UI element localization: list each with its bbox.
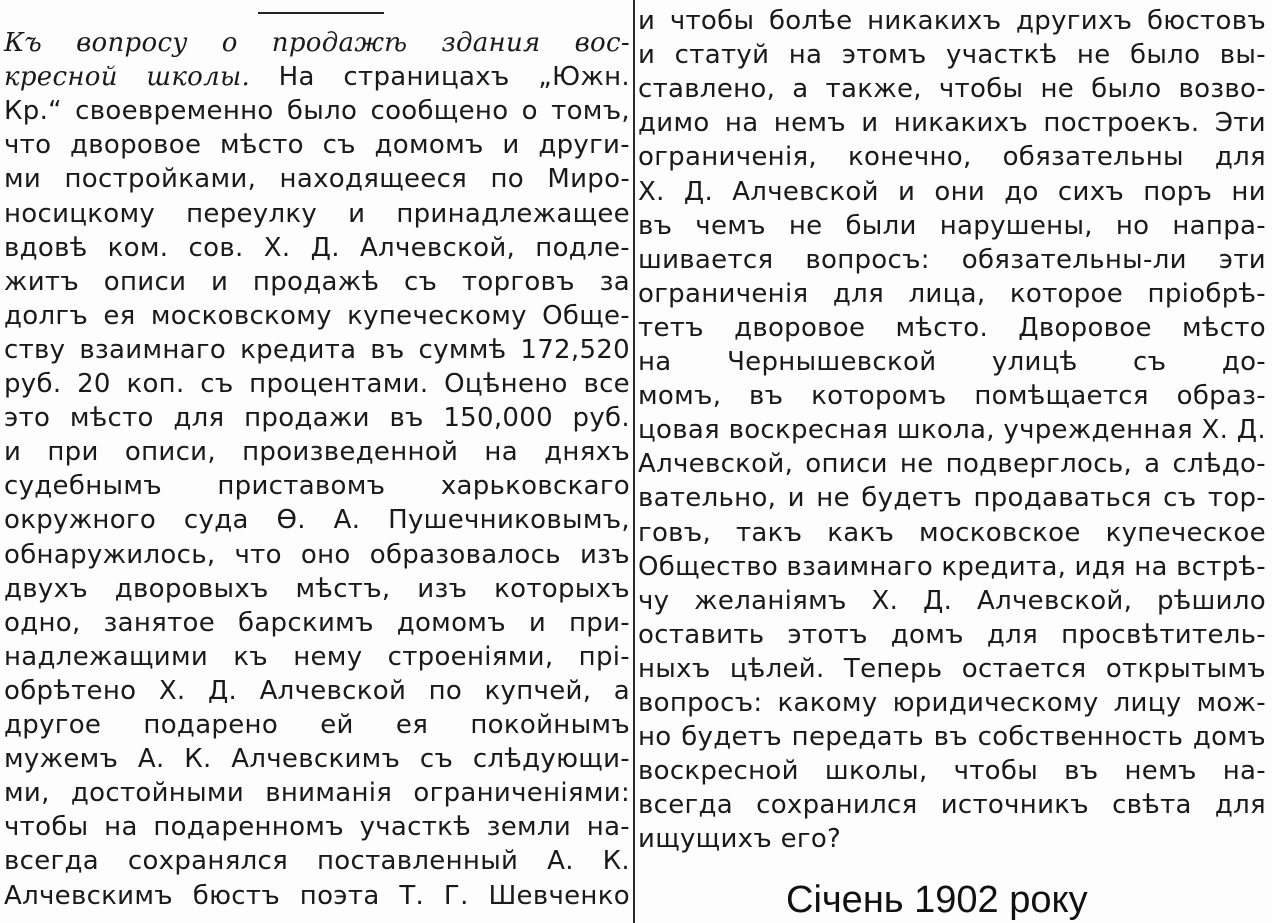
article-line: чу желаніямъ Х. Д. Алчевской, рѣшило <box>638 585 1266 616</box>
article-line: Х. Д. Алчевской и они до сихъ поръ ни <box>638 176 1266 207</box>
article-line: шивается вопросъ: обязательны-ли эти <box>638 244 1266 275</box>
article-line: Къ вопросу о продажѣ здания вос- <box>4 28 630 58</box>
article-line: вательно, и не будетъ продаваться съ тор- <box>638 483 1266 514</box>
article-line: обнаружилось, что оно образовалось изъ <box>4 539 630 570</box>
article-line: мужемъ А. К. Алчевскимъ съ слѣдующи- <box>4 744 630 775</box>
article-line: и чтобы болѣе никакихъ другихъ бюстовъ <box>638 6 1266 36</box>
article-line: и при описи, произведенной на дняхъ <box>4 437 630 468</box>
article-line: судебнымъ приставомъ харьковскаго <box>4 471 630 502</box>
header-rule <box>258 12 384 14</box>
article-line: вопросъ: какому юридическому лицу мож- <box>638 688 1266 718</box>
article-line: Алчевской, описи не подверглось, а слѣдо- <box>638 449 1266 480</box>
article-line: ставлено, а также, чтобы не было возво- <box>638 74 1266 105</box>
article-line: руб. 20 коп. съ процентами. Оцѣнено все <box>4 369 630 399</box>
article-line: и статуй на этомъ участкѣ не было вы- <box>638 40 1266 71</box>
article-line: одно, занятое барскимъ домомъ и при- <box>4 607 630 638</box>
article-line: Кр.“ своевременно было сообщено о томъ, <box>4 96 630 127</box>
article-line: другое подарено ей ея покойнымъ <box>4 710 630 740</box>
article-line: житъ описи и продажѣ съ торговъ за <box>4 266 630 297</box>
article-line: воскресной школы, чтобы въ немъ на- <box>638 756 1266 787</box>
article-line: это мѣсто для продажи въ 150,000 руб. <box>4 403 630 434</box>
article-line: что дворовое мѣсто съ домомъ и други- <box>4 130 630 161</box>
article-line: долгъ ея московскому купеческому Обще- <box>4 300 630 331</box>
article-line: ищущихъ его? <box>638 824 842 855</box>
article-line: всегда сохранялся поставленный А. К. <box>4 846 630 877</box>
article-line: ству взаимнаго кредита въ суммѣ 172,520 <box>4 334 630 365</box>
article-line: тетъ дворовое мѣсто. Дворовое мѣсто <box>638 312 1266 343</box>
article-line: ныхъ цѣлей. Теперь остается открытымъ <box>638 653 1266 684</box>
article-line: вдовѣ ком. сов. Х. Д. Алчевской, подле- <box>4 232 630 263</box>
article-line: двухъ дворовыхъ мѣстъ, изъ которыхъ <box>4 573 630 604</box>
article-line: Общество взаимнаго кредита, идя на встрѣ- <box>638 551 1266 582</box>
article-line: оставить этотъ домъ для просвѣтитель- <box>638 619 1266 650</box>
article-line: надлежащими къ нему строеніями, прі- <box>4 641 630 672</box>
article-line: ограниченія, конечно, обязательны для <box>638 142 1266 173</box>
article-line: момъ, въ которомъ помѣщается образ- <box>638 381 1266 412</box>
article-line: кресной школы. На страницахъ „Южн. <box>4 62 630 93</box>
article-line: ми постройками, находящееся по Миро- <box>4 164 630 195</box>
article-line: чтобы на подаренномъ участкѣ земли на- <box>4 812 630 843</box>
column-divider <box>633 0 635 923</box>
article-line: окружного суда Ѳ. А. Пушечниковымъ, <box>4 505 630 536</box>
article-line: носицкому переулку и принадлежащее <box>4 198 630 229</box>
article-line: говъ, такъ какъ московское купеческое <box>638 517 1266 548</box>
article-line: димо на немъ и никакихъ построекъ. Эти <box>638 108 1266 139</box>
article-line: ограниченія для лица, которое пріобрѣ- <box>638 278 1266 309</box>
article-line: ми, достойными вниманія ограниченіями: <box>4 778 630 809</box>
date-caption: Січень 1902 року <box>786 879 1088 921</box>
article-line: всегда сохранился источникъ свѣта для <box>638 790 1266 821</box>
article-line: обрѣтено Х. Д. Алчевской по купчей, а <box>4 675 630 706</box>
article-line: въ чемъ не были нарушены, но напра- <box>638 210 1266 241</box>
article-line: цовая воскресная школа, учрежденная Х. Д. <box>638 415 1266 446</box>
article-line: но будетъ передать въ собственность домъ <box>638 722 1266 753</box>
article-line: Алчевскимъ бюстъ поэта Т. Г. Шевченко <box>4 880 630 911</box>
article-line: на Чернышевской улицѣ съ до- <box>638 347 1266 377</box>
